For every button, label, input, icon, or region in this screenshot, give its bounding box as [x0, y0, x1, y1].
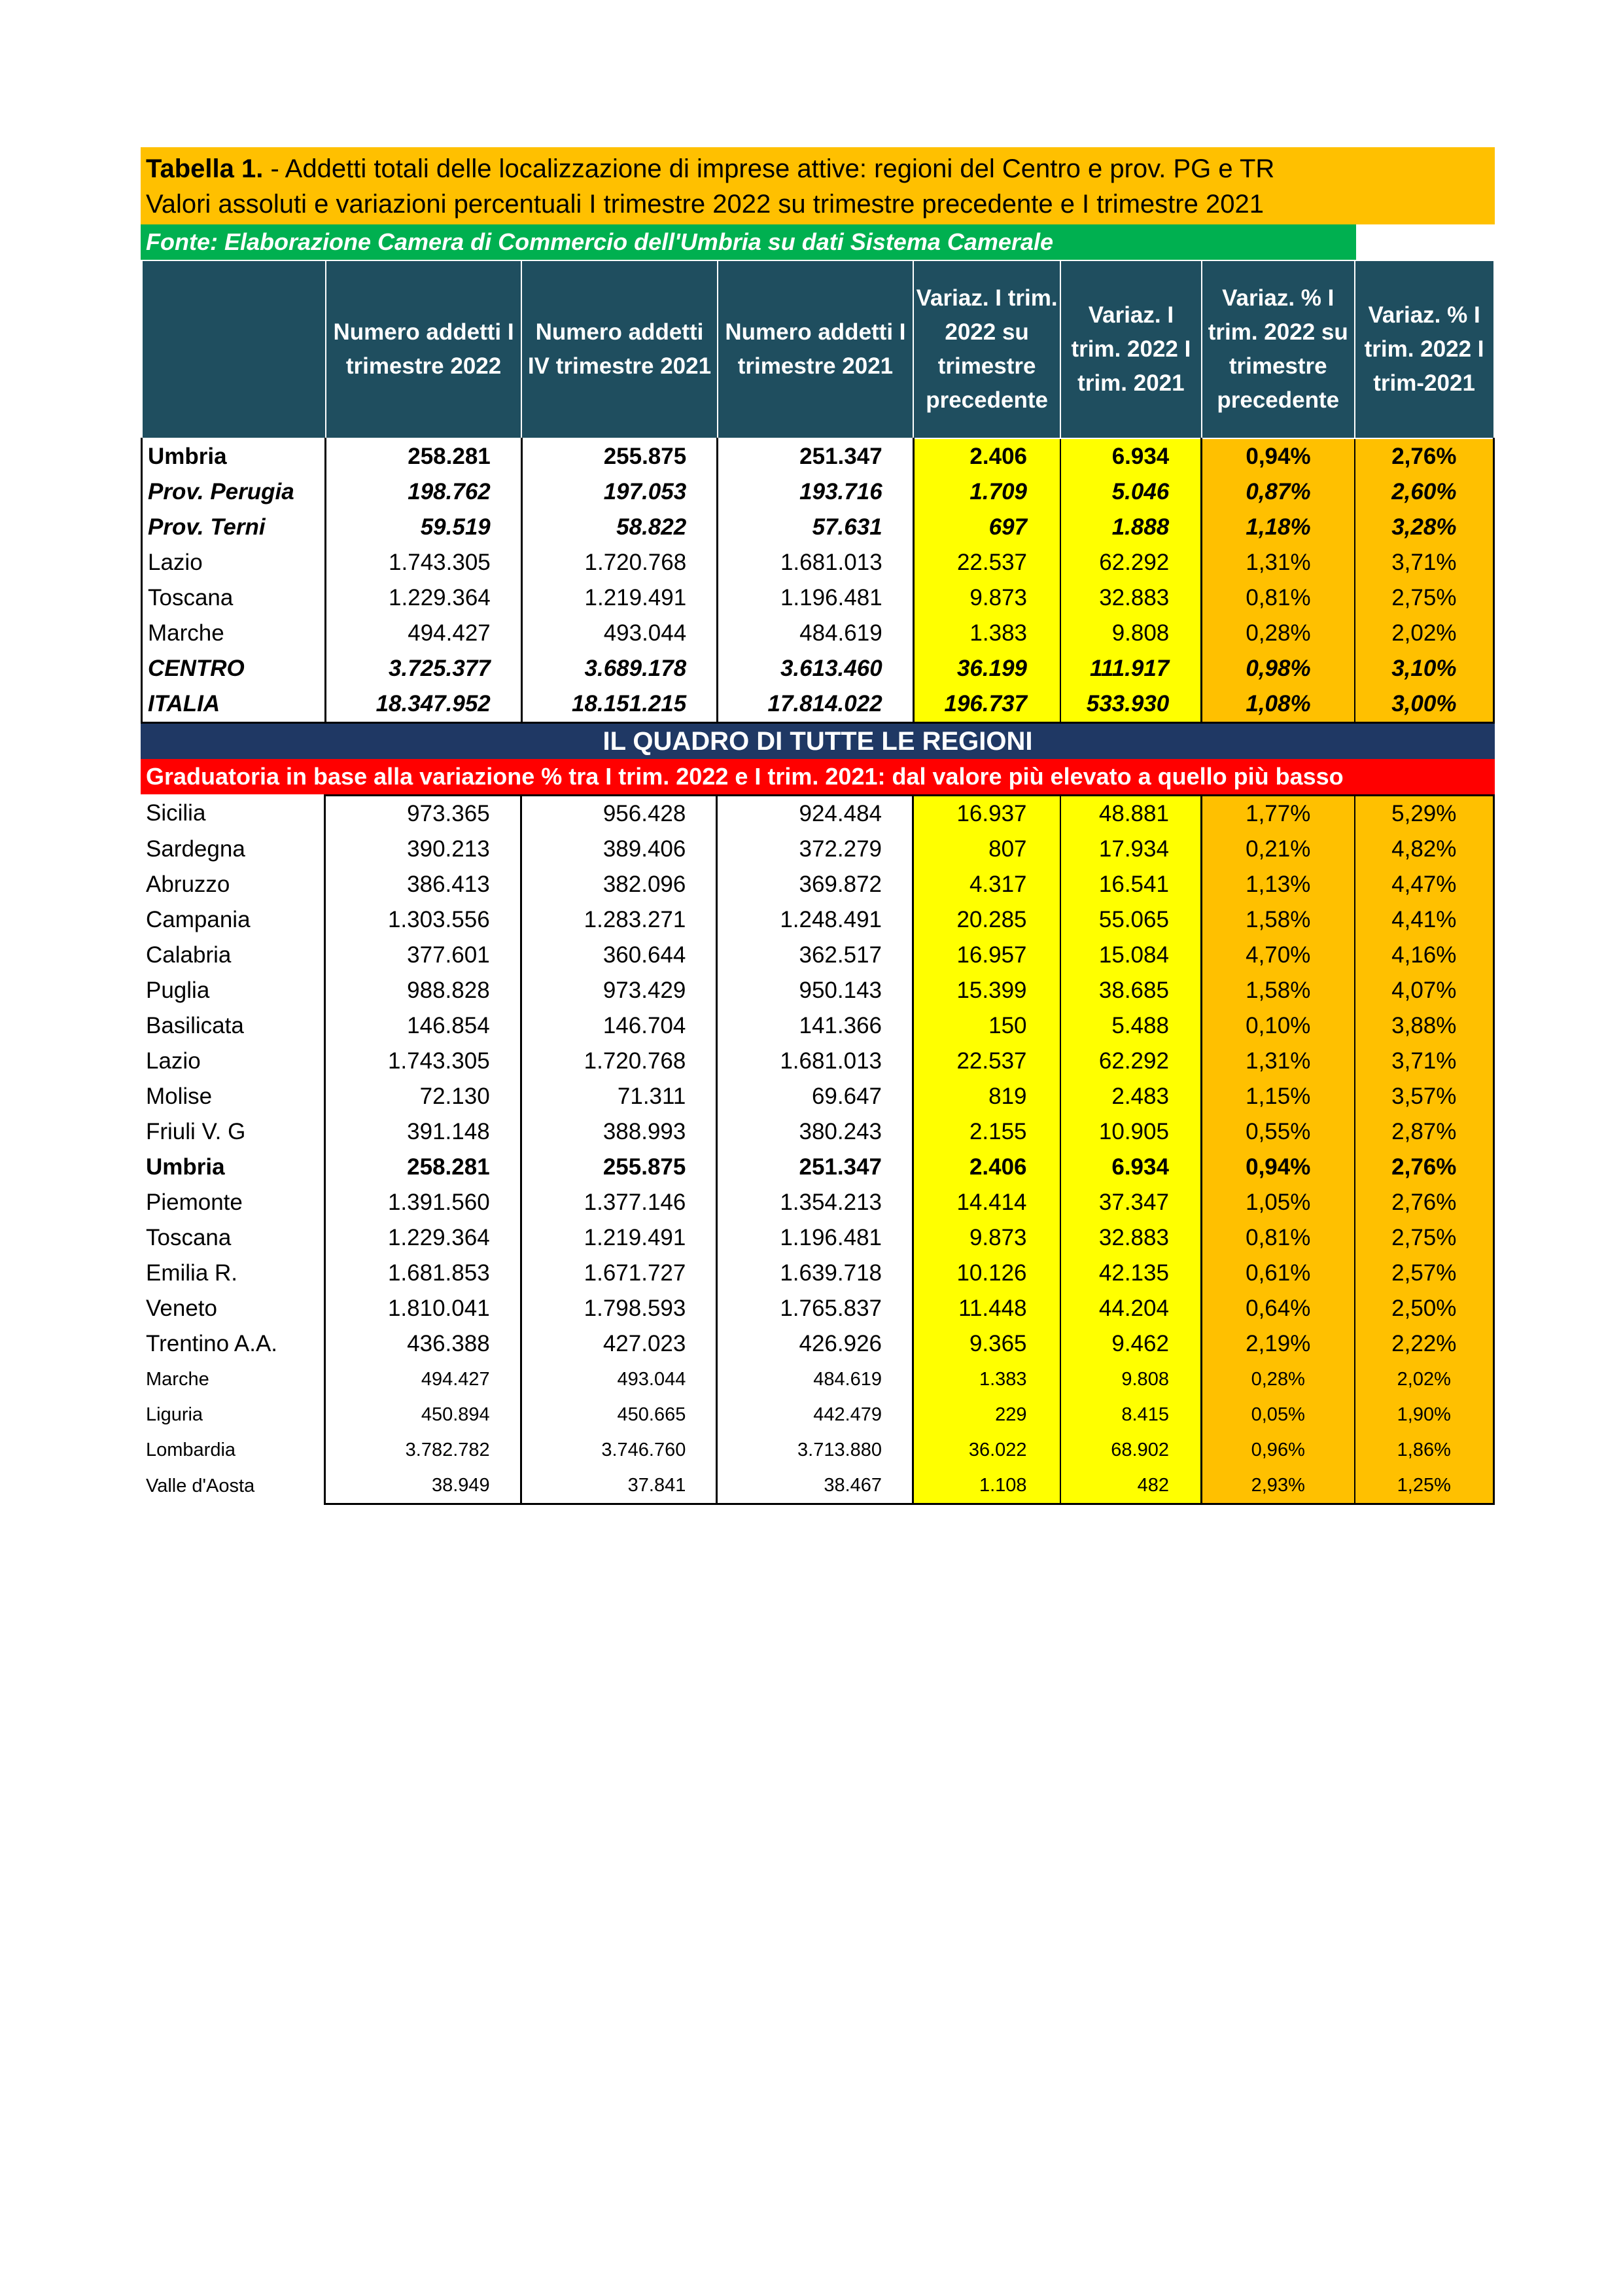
value-cell: 973.365 — [325, 796, 521, 832]
value-cell: 4,70% — [1201, 938, 1354, 973]
table-row — [141, 1432, 1494, 1468]
value-cell: 1.743.305 — [325, 1044, 521, 1079]
value-cell: 1.283.271 — [521, 902, 717, 938]
table-row — [142, 545, 1494, 580]
value-cell: 20.285 — [913, 902, 1060, 938]
value-cell: 391.148 — [325, 1114, 521, 1150]
value-cell: 141.366 — [717, 1008, 913, 1044]
value-cell: 0,81% — [1202, 580, 1355, 616]
value-cell: 198.762 — [326, 474, 521, 510]
value-cell: 3,57% — [1355, 1079, 1494, 1114]
value-cell: 3.782.782 — [325, 1432, 521, 1468]
value-cell: 3.689.178 — [521, 651, 717, 686]
value-cell: 2,57% — [1355, 1256, 1494, 1291]
value-cell: 1.229.364 — [326, 580, 521, 616]
value-cell: 2,76% — [1355, 1150, 1494, 1185]
table-row — [142, 651, 1494, 686]
region-name: Prov. Perugia — [142, 474, 326, 510]
table-row — [141, 1185, 1494, 1220]
value-cell: 1.743.305 — [326, 545, 521, 580]
value-cell: 9.808 — [1060, 1362, 1202, 1397]
value-cell: 2.406 — [913, 438, 1060, 474]
value-cell: 0,28% — [1202, 616, 1355, 651]
value-cell: 389.406 — [521, 832, 717, 867]
value-cell: 17.814.022 — [718, 686, 913, 723]
value-cell: 42.135 — [1060, 1256, 1202, 1291]
value-cell: 44.204 — [1060, 1291, 1202, 1326]
region-name: Umbria — [142, 438, 326, 474]
value-cell: 1.681.013 — [717, 1044, 913, 1079]
value-cell: 11.448 — [913, 1291, 1060, 1326]
value-cell: 193.716 — [718, 474, 913, 510]
value-cell: 1.810.041 — [325, 1291, 521, 1326]
region-name: ITALIA — [142, 686, 326, 723]
value-cell: 1,58% — [1201, 902, 1354, 938]
table-row — [141, 1220, 1494, 1256]
value-cell: 0,96% — [1201, 1432, 1354, 1468]
value-cell: 196.737 — [913, 686, 1060, 723]
value-cell: 0,98% — [1202, 651, 1355, 686]
value-cell: 362.517 — [717, 938, 913, 973]
value-cell: 484.619 — [717, 1362, 913, 1397]
value-cell: 1.219.491 — [521, 580, 717, 616]
value-cell: 0,94% — [1202, 438, 1355, 474]
region-name: Veneto — [146, 1296, 217, 1321]
table-row — [141, 1044, 1494, 1079]
value-cell: 48.881 — [1060, 796, 1202, 832]
table-row — [141, 1326, 1494, 1362]
value-cell: 17.934 — [1060, 832, 1202, 867]
value-cell: 426.926 — [717, 1326, 913, 1362]
header-cell: Numero addetti I trimestre 2021 — [718, 260, 913, 438]
value-cell: 0,87% — [1202, 474, 1355, 510]
value-cell: 377.601 — [325, 938, 521, 973]
header-cell: Variaz. I trim. 2022 I trim. 2021 — [1060, 260, 1202, 438]
value-cell: 1.639.718 — [717, 1256, 913, 1291]
value-cell: 229 — [913, 1397, 1060, 1432]
table-row — [141, 1150, 1494, 1185]
value-cell: 1.681.013 — [718, 545, 913, 580]
value-cell: 251.347 — [717, 1150, 913, 1185]
region-name: Sardegna — [146, 836, 245, 862]
value-cell: 2.406 — [913, 1150, 1060, 1185]
value-cell: 5.488 — [1060, 1008, 1202, 1044]
value-cell: 2,76% — [1355, 1185, 1494, 1220]
table-row — [142, 686, 1494, 723]
value-cell: 69.647 — [717, 1079, 913, 1114]
value-cell: 57.631 — [718, 510, 913, 545]
header-cell: Numero addetti IV trimestre 2021 — [521, 260, 717, 438]
region-name: Sicilia — [146, 800, 206, 826]
value-cell: 2,60% — [1355, 474, 1494, 510]
value-cell: 3,28% — [1355, 510, 1494, 545]
regions-table-top — [141, 260, 1495, 724]
header-cell: Variaz. % I trim. 2022 I trim-2021 — [1355, 260, 1494, 438]
value-cell: 2,19% — [1201, 1326, 1354, 1362]
value-cell: 68.902 — [1060, 1432, 1202, 1468]
value-cell: 3,71% — [1355, 545, 1494, 580]
value-cell: 1.720.768 — [521, 1044, 717, 1079]
value-cell: 146.704 — [521, 1008, 717, 1044]
title-line-1 — [146, 151, 1490, 186]
value-cell: 1,05% — [1201, 1185, 1354, 1220]
value-cell: 2,02% — [1355, 616, 1494, 651]
value-cell: 59.519 — [326, 510, 521, 545]
value-cell: 3,71% — [1355, 1044, 1494, 1079]
value-cell: 0,81% — [1201, 1220, 1354, 1256]
value-cell: 2,93% — [1201, 1468, 1354, 1504]
value-cell: 38.467 — [717, 1468, 913, 1504]
value-cell: 3,00% — [1355, 686, 1494, 723]
value-cell: 386.413 — [325, 867, 521, 902]
table-row — [141, 832, 1494, 867]
value-cell: 62.292 — [1060, 1044, 1202, 1079]
value-cell: 484.619 — [718, 616, 913, 651]
value-cell: 9.808 — [1060, 616, 1202, 651]
value-cell: 482 — [1060, 1468, 1202, 1504]
value-cell: 255.875 — [521, 438, 717, 474]
value-cell: 62.292 — [1060, 545, 1202, 580]
value-cell: 988.828 — [325, 973, 521, 1008]
value-cell: 4,47% — [1355, 867, 1494, 902]
value-cell: 22.537 — [913, 545, 1060, 580]
region-name: Lazio — [146, 1048, 201, 1074]
value-cell: 255.875 — [521, 1150, 717, 1185]
value-cell: 71.311 — [521, 1079, 717, 1114]
value-cell: 150 — [913, 1008, 1060, 1044]
table-row — [142, 616, 1494, 651]
region-name: Lazio — [142, 545, 326, 580]
value-cell: 0,10% — [1201, 1008, 1354, 1044]
value-cell: 58.822 — [521, 510, 717, 545]
value-cell: 18.151.215 — [521, 686, 717, 723]
region-name: Liguria — [146, 1404, 203, 1425]
table-row — [141, 867, 1494, 902]
table-title-text: - Addetti totali delle localizzazione di imprese attive: regioni del Centro e prov. PG e TR — [263, 154, 1275, 183]
value-cell: 1.303.556 — [325, 902, 521, 938]
value-cell: 72.130 — [325, 1079, 521, 1114]
table-row — [142, 580, 1494, 616]
value-cell: 2,02% — [1355, 1362, 1494, 1397]
value-cell: 442.479 — [717, 1397, 913, 1432]
value-cell: 4,07% — [1355, 973, 1494, 1008]
value-cell: 427.023 — [521, 1326, 717, 1362]
header-cell: Variaz. % I trim. 2022 su trimestre precedente — [1202, 260, 1355, 438]
value-cell: 450.894 — [325, 1397, 521, 1432]
table-row — [141, 1397, 1494, 1432]
value-cell: 382.096 — [521, 867, 717, 902]
region-name: Trentino A.A. — [146, 1331, 278, 1356]
value-cell: 2,75% — [1355, 1220, 1494, 1256]
value-cell: 1.681.853 — [325, 1256, 521, 1291]
value-cell: 493.044 — [521, 1362, 717, 1397]
value-cell: 1.888 — [1060, 510, 1202, 545]
region-name: Toscana — [142, 580, 326, 616]
table-row — [141, 796, 1494, 832]
value-cell: 1.196.481 — [718, 580, 913, 616]
value-cell: 1.196.481 — [717, 1220, 913, 1256]
value-cell: 258.281 — [326, 438, 521, 474]
region-name: Prov. Terni — [142, 510, 326, 545]
value-cell: 14.414 — [913, 1185, 1060, 1220]
ranking-note: Graduatoria in base alla variazione % tra I trim. 2022 e I trim. 2021: dal valore più elevato a quello più basso — [141, 759, 1495, 794]
value-cell: 494.427 — [325, 1362, 521, 1397]
title-line-2: Valori assoluti e variazioni percentuali I trimestre 2022 su trimestre precedente e I trimestre 2021 — [146, 190, 1264, 219]
region-name: Marche — [142, 616, 326, 651]
region-name: Piemonte — [146, 1190, 243, 1215]
value-cell: 37.347 — [1060, 1185, 1202, 1220]
header-row — [142, 260, 1494, 438]
region-name: Abruzzo — [146, 872, 230, 897]
value-cell: 1.709 — [913, 474, 1060, 510]
region-name: Friuli V. G — [146, 1119, 246, 1144]
value-cell: 37.841 — [521, 1468, 717, 1504]
table-row — [142, 438, 1494, 474]
header-cell: Variaz. I trim. 2022 su trimestre precedente — [913, 260, 1060, 438]
value-cell: 36.022 — [913, 1432, 1060, 1468]
value-cell: 807 — [913, 832, 1060, 867]
value-cell: 436.388 — [325, 1326, 521, 1362]
region-name: Lombardia — [146, 1439, 236, 1460]
value-cell: 1,15% — [1201, 1079, 1354, 1114]
value-cell: 1.671.727 — [521, 1256, 717, 1291]
value-cell: 5.046 — [1060, 474, 1202, 510]
value-cell: 18.347.952 — [326, 686, 521, 723]
value-cell: 533.930 — [1060, 686, 1202, 723]
value-cell: 32.883 — [1060, 1220, 1202, 1256]
table-row — [141, 902, 1494, 938]
value-cell: 0,05% — [1201, 1397, 1354, 1432]
value-cell: 1,18% — [1202, 510, 1355, 545]
value-cell: 450.665 — [521, 1397, 717, 1432]
table-row — [141, 1468, 1494, 1504]
table-title-band — [141, 147, 1495, 224]
value-cell: 1,90% — [1355, 1397, 1494, 1432]
value-cell: 1.720.768 — [521, 545, 717, 580]
region-name: Toscana — [146, 1225, 232, 1250]
value-cell: 15.084 — [1060, 938, 1202, 973]
value-cell: 4,16% — [1355, 938, 1494, 973]
value-cell: 1.383 — [913, 616, 1060, 651]
value-cell: 1.391.560 — [325, 1185, 521, 1220]
value-cell: 1,58% — [1201, 973, 1354, 1008]
value-cell: 146.854 — [325, 1008, 521, 1044]
value-cell: 3.746.760 — [521, 1432, 717, 1468]
table-row — [141, 938, 1494, 973]
table-row — [141, 1256, 1494, 1291]
value-cell: 2,87% — [1355, 1114, 1494, 1150]
region-name: Valle d'Aosta — [146, 1475, 255, 1496]
value-cell: 38.949 — [325, 1468, 521, 1504]
value-cell: 1.219.491 — [521, 1220, 717, 1256]
value-cell: 9.873 — [913, 1220, 1060, 1256]
value-cell: 6.934 — [1060, 1150, 1202, 1185]
table-row — [141, 1114, 1494, 1150]
value-cell: 1.354.213 — [717, 1185, 913, 1220]
value-cell: 372.279 — [717, 832, 913, 867]
table-row — [141, 973, 1494, 1008]
value-cell: 4,41% — [1355, 902, 1494, 938]
table-row — [141, 1362, 1494, 1397]
value-cell: 16.541 — [1060, 867, 1202, 902]
value-cell: 1.798.593 — [521, 1291, 717, 1326]
value-cell: 2.155 — [913, 1114, 1060, 1150]
value-cell: 0,94% — [1201, 1150, 1354, 1185]
value-cell: 22.537 — [913, 1044, 1060, 1079]
value-cell: 1.383 — [913, 1362, 1060, 1397]
table-row — [141, 1008, 1494, 1044]
value-cell: 10.905 — [1060, 1114, 1202, 1150]
value-cell: 16.957 — [913, 938, 1060, 973]
value-cell: 1.248.491 — [717, 902, 913, 938]
value-cell: 380.243 — [717, 1114, 913, 1150]
value-cell: 1.108 — [913, 1468, 1060, 1504]
value-cell: 16.937 — [913, 796, 1060, 832]
value-cell: 360.644 — [521, 938, 717, 973]
header-cell — [142, 260, 326, 438]
table-row — [142, 474, 1494, 510]
value-cell: 0,28% — [1201, 1362, 1354, 1397]
value-cell: 3.713.880 — [717, 1432, 913, 1468]
value-cell: 38.685 — [1060, 973, 1202, 1008]
region-name: Campania — [146, 907, 251, 932]
value-cell: 3.613.460 — [718, 651, 913, 686]
value-cell: 697 — [913, 510, 1060, 545]
value-cell: 819 — [913, 1079, 1060, 1114]
value-cell: 5,29% — [1355, 796, 1494, 832]
value-cell: 8.415 — [1060, 1397, 1202, 1432]
regions-table-bottom — [141, 794, 1495, 1505]
value-cell: 1,25% — [1355, 1468, 1494, 1504]
value-cell: 4,82% — [1355, 832, 1494, 867]
section-title: IL QUADRO DI TUTTE LE REGIONI — [141, 724, 1495, 759]
value-cell: 10.126 — [913, 1256, 1060, 1291]
value-cell: 258.281 — [325, 1150, 521, 1185]
table-row — [142, 510, 1494, 545]
region-name: Basilicata — [146, 1013, 244, 1038]
value-cell: 15.399 — [913, 973, 1060, 1008]
value-cell: 3,88% — [1355, 1008, 1494, 1044]
value-cell: 1,31% — [1202, 545, 1355, 580]
value-cell: 493.044 — [521, 616, 717, 651]
value-cell: 390.213 — [325, 832, 521, 867]
value-cell: 956.428 — [521, 796, 717, 832]
region-name: Calabria — [146, 942, 232, 968]
region-name: Emilia R. — [146, 1260, 238, 1286]
value-cell: 0,55% — [1201, 1114, 1354, 1150]
value-cell: 3.725.377 — [326, 651, 521, 686]
value-cell: 197.053 — [521, 474, 717, 510]
value-cell: 55.065 — [1060, 902, 1202, 938]
value-cell: 973.429 — [521, 973, 717, 1008]
value-cell: 1,31% — [1201, 1044, 1354, 1079]
region-name: Molise — [146, 1084, 213, 1109]
value-cell: 36.199 — [913, 651, 1060, 686]
value-cell: 0,21% — [1201, 832, 1354, 867]
value-cell: 950.143 — [717, 973, 913, 1008]
region-name: CENTRO — [142, 651, 326, 686]
value-cell: 1.765.837 — [717, 1291, 913, 1326]
value-cell: 924.484 — [717, 796, 913, 832]
value-cell: 9.873 — [913, 580, 1060, 616]
value-cell: 1,86% — [1355, 1432, 1494, 1468]
table-row — [141, 1291, 1494, 1326]
value-cell: 32.883 — [1060, 580, 1202, 616]
value-cell: 6.934 — [1060, 438, 1202, 474]
value-cell: 251.347 — [718, 438, 913, 474]
value-cell: 2,75% — [1355, 580, 1494, 616]
table-row — [141, 1079, 1494, 1114]
value-cell: 369.872 — [717, 867, 913, 902]
value-cell: 2,22% — [1355, 1326, 1494, 1362]
value-cell: 4.317 — [913, 867, 1060, 902]
header-cell: Numero addetti I trimestre 2022 — [326, 260, 521, 438]
value-cell: 1,77% — [1201, 796, 1354, 832]
value-cell: 111.917 — [1060, 651, 1202, 686]
value-cell: 388.993 — [521, 1114, 717, 1150]
value-cell: 9.365 — [913, 1326, 1060, 1362]
table-label: Tabella 1. — [146, 154, 264, 183]
value-cell: 0,64% — [1201, 1291, 1354, 1326]
region-name: Marche — [146, 1369, 209, 1390]
value-cell: 2.483 — [1060, 1079, 1202, 1114]
region-name: Umbria — [146, 1154, 225, 1180]
region-name: Puglia — [146, 978, 210, 1003]
value-cell: 2,76% — [1355, 438, 1494, 474]
source-note: Fonte: Elaborazione Camera di Commercio dell'Umbria su dati Sistema Camerale — [141, 224, 1356, 260]
value-cell: 1,08% — [1202, 686, 1355, 723]
value-cell: 1.377.146 — [521, 1185, 717, 1220]
value-cell: 1.229.364 — [325, 1220, 521, 1256]
value-cell: 9.462 — [1060, 1326, 1202, 1362]
value-cell: 1,13% — [1201, 867, 1354, 902]
value-cell: 494.427 — [326, 616, 521, 651]
value-cell: 0,61% — [1201, 1256, 1354, 1291]
document — [141, 147, 1495, 1505]
value-cell: 3,10% — [1355, 651, 1494, 686]
value-cell: 2,50% — [1355, 1291, 1494, 1326]
